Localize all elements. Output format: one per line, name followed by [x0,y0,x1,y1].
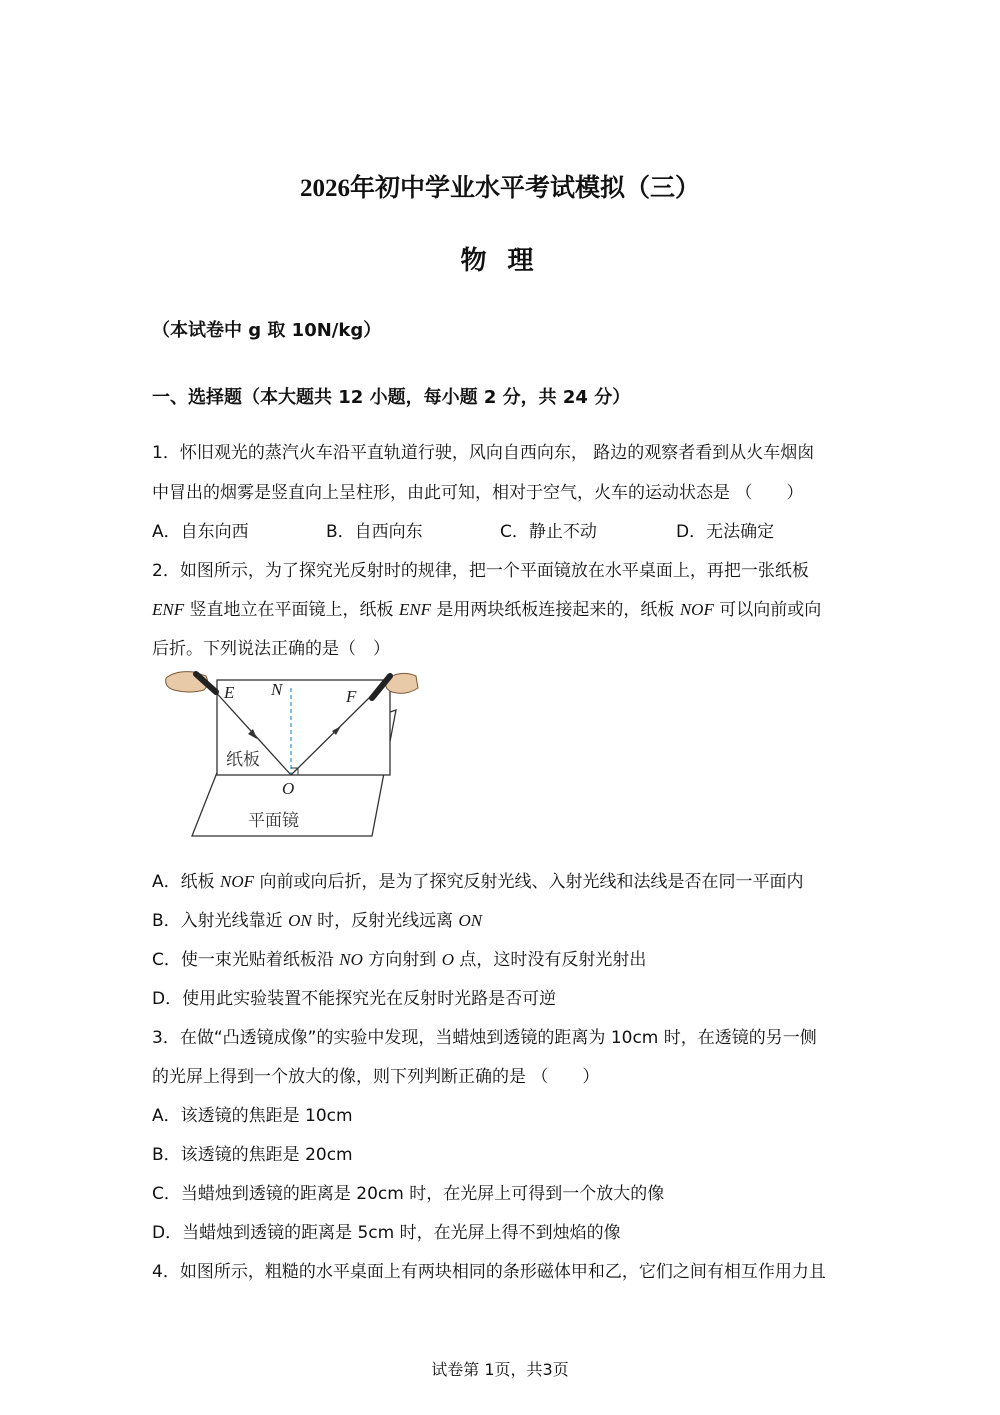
q2-option-d: D．使用此实验装置不能探究光在反射时光路是否可逆 [152,989,557,1009]
q1-option-a: A．自东向西 [152,522,249,542]
q2-option-a: A．纸板 NOF 向前或向后折，是为了探究反射光线、入射光线和法线是否在同一平面内 [152,872,804,892]
reflection-diagram [160,660,422,840]
q3-option-a: A．该透镜的焦距是 10cm [152,1106,353,1126]
q2-line1: 2．如图所示，为了探究光反射时的规律，把一个平面镜放在水平桌面上，再把一张纸板 [152,561,809,581]
exam-title: 2026年初中学业水平考试模拟（三） [299,175,700,202]
section-heading: 一、选择题（本大题共 12 小题，每小题 2 分，共 24 分） [152,387,631,408]
q4-line1: 4．如图所示，粗糙的水平桌面上有两块相同的条形磁体甲和乙，它们之间有相互作用力且 [152,1262,826,1282]
q3-option-d: D．当蜡烛到透镜的距离是 5cm 时，在光屏上得不到烛焰的像 [152,1223,621,1243]
label-o: O [282,779,295,798]
g-value-note: （本试卷中 g 取 10N/kg） [152,320,382,341]
q2-line2: ENF 竖直地立在平面镜上，纸板 ENF 是用两块纸板连接起来的，纸板 NOF 可以向前或向 [152,600,822,620]
q3-option-b: B．该透镜的焦距是 20cm [152,1145,353,1165]
q1-option-d: D．无法确定 [676,522,775,542]
q3-line1: 3．在做“凸透镜成像”的实验中发现，当蜡烛到透镜的距离为 10cm 时，在透镜的另一侧 [152,1028,817,1048]
q3-option-c: C．当蜡烛到透镜的距离是 20cm 时，在光屏上可得到一个放大的像 [152,1184,665,1204]
label-mirror: 平面镜 [248,811,299,831]
label-f: F [346,687,357,706]
subject-title: 物 理 [460,246,540,276]
q1-option-c: C．静止不动 [500,522,597,542]
q3-line2: 的光屏上得到一个放大的像，则下列判断正确的是 （ ） [152,1067,600,1087]
q2-line3: 后折。下列说法正确的是（ ） [152,639,390,659]
reflection-experiment-figure [160,660,422,840]
q1-option-b: B．自西向东 [326,522,423,542]
q1-line1: 1．怀旧观光的蒸汽火车沿平直轨道行驶，风向自西向东， 路边的观察者看到从火车烟囱 [152,443,815,463]
q2-option-c: C．使一束光贴着纸板沿 NO 方向射到 O 点，这时没有反射光射出 [152,950,647,970]
q2-option-b: B．入射光线靠近 ON 时，反射光线远离 ON [152,911,483,931]
label-board: 纸板 [226,750,260,770]
label-n: N [271,680,283,699]
page-footer: 试卷第 1页，共3页 [431,1360,569,1379]
q1-line2: 中冒出的烟雾是竖直向上呈柱形，由此可知，相对于空气，火车的运动状态是 （ ） [152,483,804,503]
label-e: E [224,683,235,702]
